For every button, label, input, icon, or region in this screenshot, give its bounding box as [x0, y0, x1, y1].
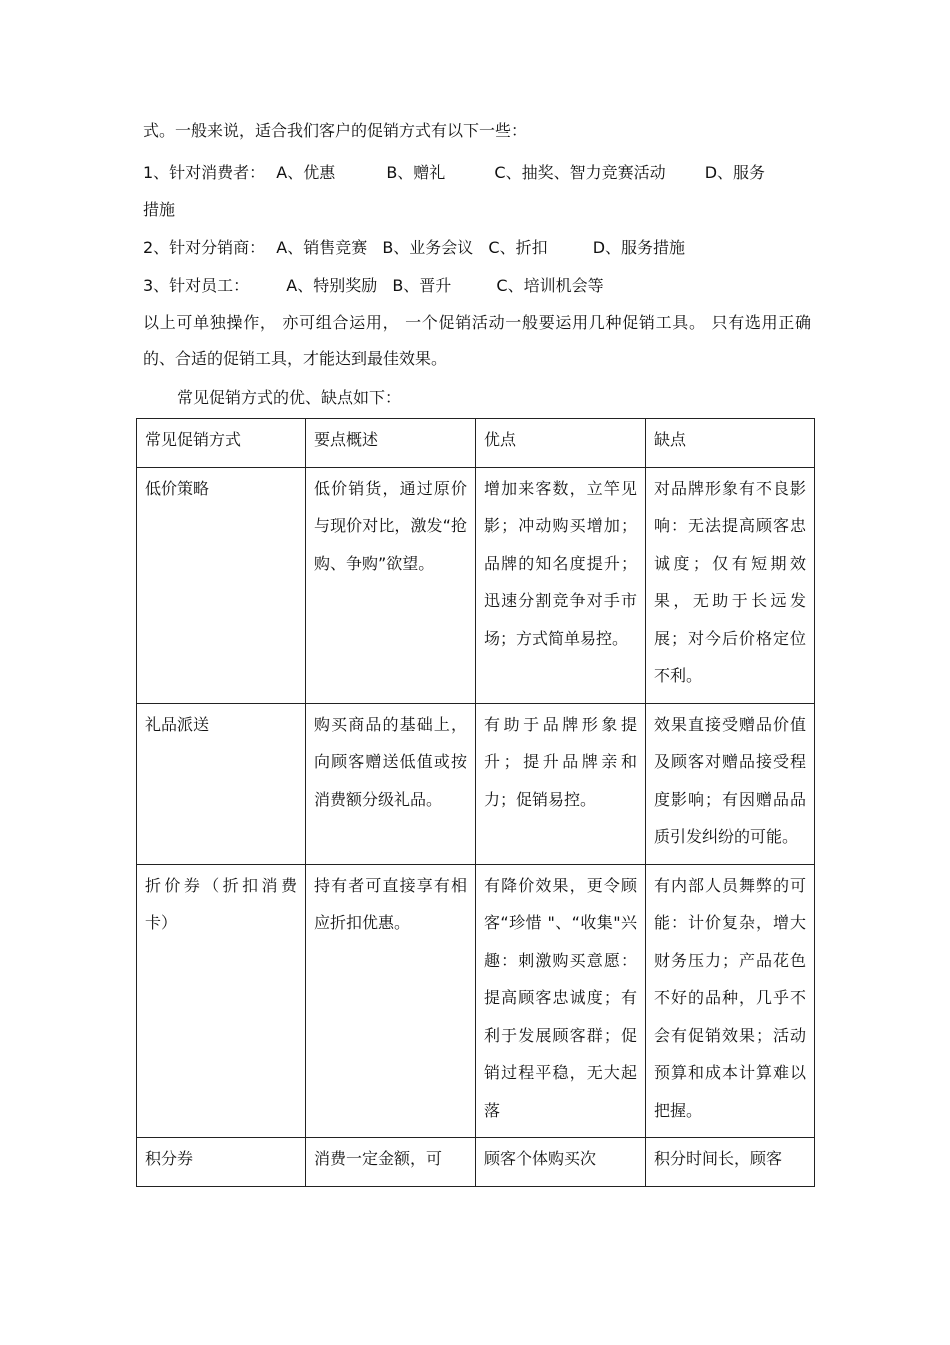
summary-paragraph: 以上可单独操作， 亦可组合运用， 一个促销活动一般要运用几种促销工具。 只有选用正确的、合适的促销工具，才能达到最佳效果。: [143, 313, 811, 368]
cell-pros: [476, 864, 646, 1138]
cons-text: 有内部人员舞弊的可能：计价复杂，增大财务压力；产品花色不好的品种，几乎不会有促销效果；活动预算和成本计算难以把握。: [654, 875, 806, 1120]
cell-summary: [306, 864, 476, 1138]
distributor-promo-item: [143, 230, 811, 266]
cell-pros: [476, 703, 646, 864]
cell-cons: [646, 1138, 815, 1187]
option-d: D、服务措施: [592, 238, 686, 257]
method-text: 折价券（折扣消费卡）: [145, 875, 297, 932]
summary-text: 低价销货，通过原价与现价对比，激发“抢购、争购”欲望。: [314, 478, 467, 573]
option-a: A、销售竞赛: [276, 238, 368, 257]
header-summary: 要点概述: [306, 419, 476, 468]
consumer-promo-item-cont: 措施: [143, 200, 176, 219]
option-c: C、折扣: [488, 238, 548, 257]
pros-text: 有降价效果，更令顾客“珍惜 "、“收集"兴趣：刺激购买意愿：提高顾客忠诚度；有利于发展顾客群；促销过程平稳，无大起落: [484, 875, 637, 1120]
method-text: 礼品派送: [145, 714, 210, 734]
option-c: C、抽奖、智力竞赛活动: [494, 163, 666, 182]
intro-line: 式。一般来说，适合我们客户的促销方式有以下一些：: [143, 121, 528, 140]
header-pros: 优点: [476, 419, 646, 468]
table-row: [137, 467, 815, 703]
cell-method: [137, 1138, 306, 1187]
cell-summary: [306, 703, 476, 864]
cell-summary: [306, 1138, 476, 1187]
cons-text: 效果直接受赠品价值及顾客对赠品接受程度影响；有因赠品品质引发纠纷的可能。: [654, 714, 806, 846]
option-a: A、特别奖励: [286, 276, 378, 295]
cell-cons: [646, 864, 815, 1138]
item-prefix: 2、针对分销商：: [143, 238, 266, 257]
option-d: D、服务: [704, 163, 766, 182]
pros-text: 增加来客数，立竿见影；冲动购买增加；品牌的知名度提升；迅速分割竞争对手市场；方式简单易控。: [484, 478, 637, 648]
summary-text: 消费一定金额，可: [314, 1149, 443, 1168]
pros-text: 顾客个体购买次: [484, 1149, 597, 1168]
option-c: C、培训机会等: [496, 276, 604, 295]
header-cons: 缺点: [646, 419, 815, 468]
table-header-row: [137, 419, 815, 468]
cell-method: [137, 467, 306, 703]
item-prefix: 1、针对消费者：: [143, 163, 266, 182]
table-row: [137, 1138, 815, 1187]
consumer-promo-item: [143, 155, 811, 191]
cons-text: 积分时间长，顾客: [654, 1149, 783, 1168]
cell-summary: [306, 467, 476, 703]
promotion-comparison-table: [136, 418, 815, 1187]
cell-pros: [476, 467, 646, 703]
option-b: B、赠礼: [386, 163, 446, 182]
option-b: B、晋升: [392, 276, 452, 295]
cell-cons: [646, 703, 815, 864]
summary-text: 持有者可直接享有相应折扣优惠。: [314, 875, 467, 932]
option-a: A、优惠: [276, 163, 336, 182]
method-text: 积分券: [145, 1149, 194, 1168]
option-b: B、业务会议: [382, 238, 474, 257]
item-prefix: 3、针对员工：: [143, 276, 250, 295]
pros-text: 有助于品牌形象提升；提升品牌亲和力；促销易控。: [484, 714, 637, 809]
table-row: [137, 703, 815, 864]
summary-text: 购买商品的基础上，向顾客赠送低值或按消费额分级礼品。: [314, 714, 467, 809]
cell-method: [137, 703, 306, 864]
table-row: [137, 864, 815, 1138]
table-intro: 常见促销方式的优、缺点如下：: [177, 388, 402, 407]
cell-cons: [646, 467, 815, 703]
cell-method: [137, 864, 306, 1138]
employee-promo-item: [143, 268, 811, 304]
cell-pros: [476, 1138, 646, 1187]
method-text: 低价策略: [145, 478, 210, 498]
header-method: 常见促销方式: [137, 419, 306, 468]
cons-text: 对品牌形象有不良影响：无法提高顾客忠诚度；仅有短期效果，无助于长远发展；对今后价格定位不利。: [654, 478, 806, 685]
